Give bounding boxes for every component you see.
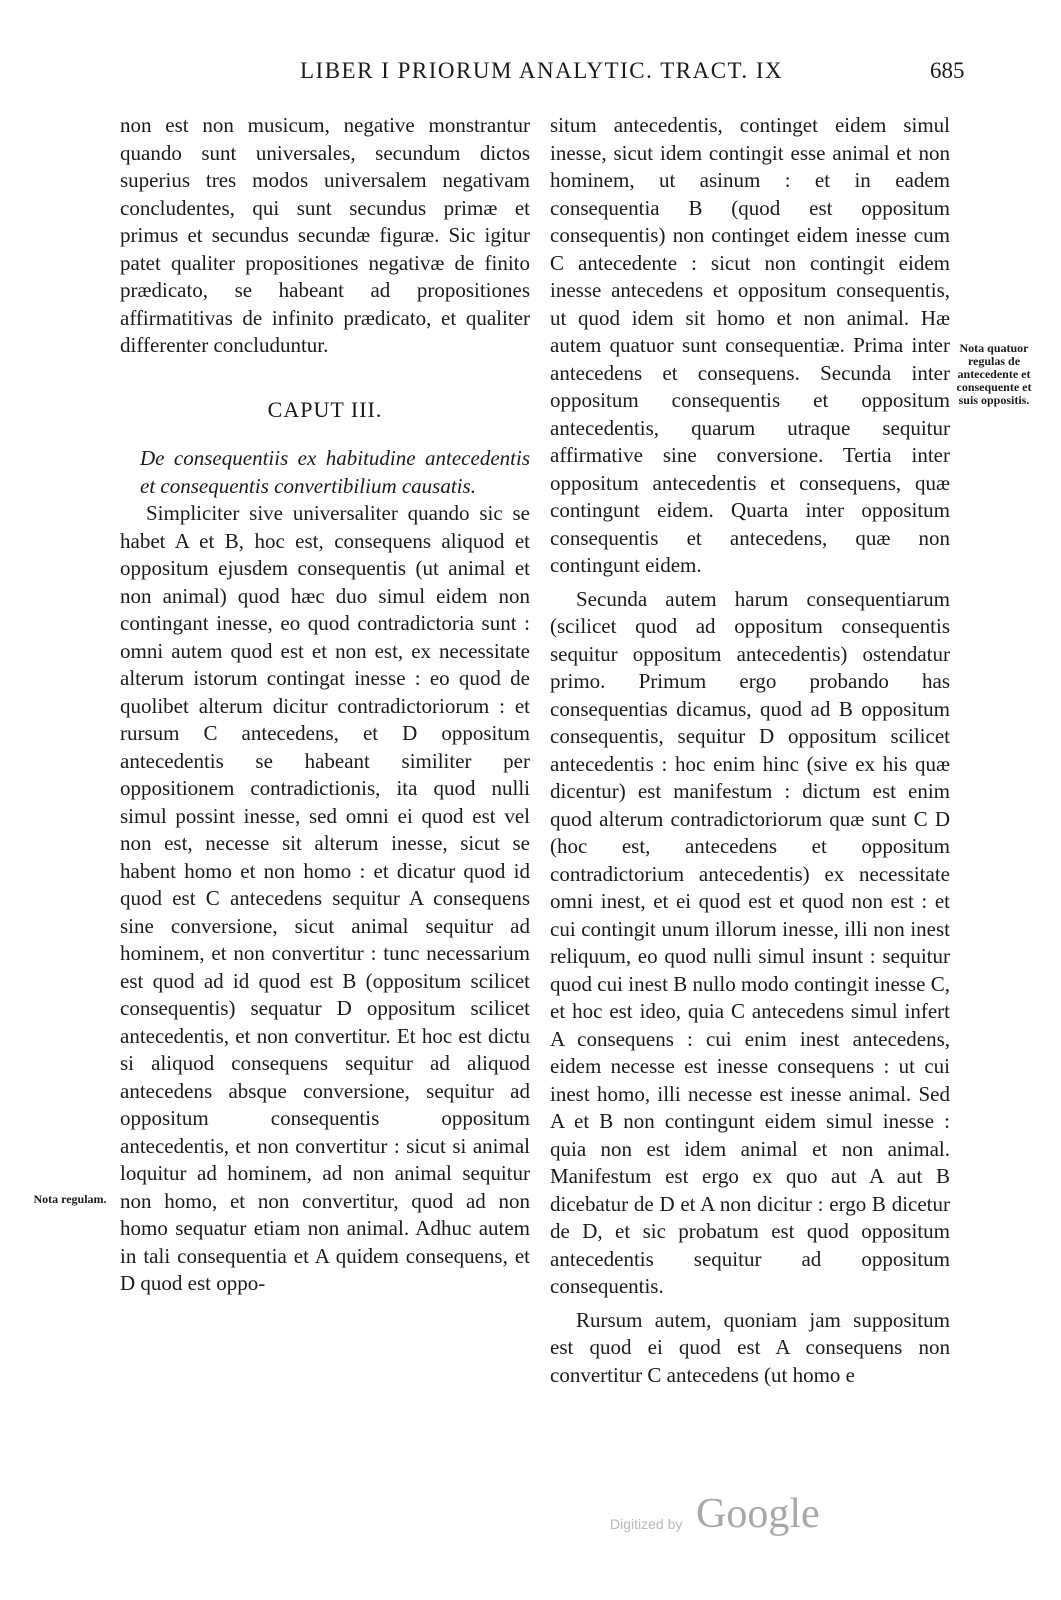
google-logo: Google: [696, 1491, 820, 1537]
continued-paragraph: situm antecedentis, continget eidem simul inesse, sicut idem contingit esse animal et non hominem, ut asinum : et in eadem consequentia B (quod est oppositum consequentis) non continget eidem inesse cum C antecedente : sicut non contingit eidem inesse antecedens et oppositum consequentis, ut quod idem sit homo et non animal. Hæ autem quatuor sunt consequentiæ. Prima inter antecedens et consequens. Secunda inter oppositum consequentis et oppositum antecedentis, quarum utraque sequitur affirmative sine conversione. Tertia inter oppositum antecedentis et consequens, quæ contingunt eidem. Quarta inter oppositum consequentis et antecedens, quæ non contingunt eidem.: [550, 113, 950, 577]
running-title: LIBER I PRIORUM ANALYTIC. TRACT. IX: [300, 58, 784, 83]
chapter-subtitle: De consequentiis ex habitudine antecedentis et consequentis convertibilium causatis.: [140, 446, 530, 498]
margin-note-right: Nota quatuor regulas de antecedente et consequente et suis oppositis.: [956, 341, 1032, 407]
digitized-label: Digitized by: [610, 1516, 683, 1532]
main-paragraph: Simpliciter sive universaliter quando sic se habet A et B, hoc est, consequens aliquod et oppositum ejusdem consequentis (ut animal et non animal) quod hæc duo simul eidem non contingant inesse, eo quod contradictoria sunt : omni autem quod est et non est, ex necessitate alterum istorum contingat inesse : eo quod de quolibet alterum dicitur contradictoriorum : et rursum C antecedens, et D oppositum antecedentis se habeant similiter per oppositionem contradictionis, ita quod nulli simul possint inesse, sed omni ei quod est vel non est, necesse sit alterum inesse, sicut se habent homo et non homo : et dicatur quod id quod est C antecedens sequitur A consequens sine conversione, sicut animal sequitur ad hominem, et non convertitur : tunc necessarium est quod ad id quod est B (oppositum scilicet consequentis) sequatur D oppositum scilicet antecedentis, et non convertitur. Et hoc est dictu si aliquod consequens sequitur ad aliquod antecedens absque conversione, sequitur ad oppositum consequentis oppositum antecedentis, et non convertitur : sicut si animal loquitur ad hominem, ad non animal sequitur non homo, et non convertitur, quod ad non homo sequatur etiam non animal. Adhuc autem in tali consequentia et A quidem consequens, et D quod est oppo-: [120, 501, 530, 1295]
intro-paragraph: non est non musicum, negative monstrantur quando sunt universales, secundum dictos superius tres modos universalem negativam concludentes, qui sunt secundus primæ et primus et secundus secundæ figuræ. Sic igitur patet qualiter propositiones negativæ de finito prædicato, se habeant ad propositiones affirmatitivas de infinito prædicato, et qualiter differenter concluduntur.: [120, 113, 530, 357]
page-number: 685: [930, 58, 965, 83]
third-paragraph: Rursum autem, quoniam jam suppositum est quod ei quod est A consequens non convertitur C antecedens (ut homo e: [550, 1307, 950, 1387]
running-header: [0, 58, 1061, 98]
right-column: [550, 112, 950, 1389]
left-column: [120, 112, 530, 1298]
margin-note-left: Nota regulam.: [33, 1192, 107, 1206]
chapter-title: CAPUT III.: [267, 396, 383, 422]
second-paragraph: Secunda autem harum consequentiarum (scilicet quod ad oppositum consequentis sequitur oppositum antecedentis) ostendatur primo. Primum ergo probando has consequentias dicamus, quod ad B oppositum consequentis, sequitur D oppositum scilicet antecedentis : hoc enim hinc (sive ex his quæ dicentur) est manifestum : dictum est enim quod alterum contradictoriorum quæ sunt C D (hoc est, antecedens et oppositum contradictorium antecedentis) ex necessitate omni inest, et ei quod est et quod non est : et cui contingit unum illorum inesse, illi non inest reliquum, eo quod nulli simul insunt : sequitur quod cui inest B nullo modo contingit inesse C, et hoc est ideo, quia C antecedens simul infert A consequens : cui enim inest antecedens, eidem necesse est inesse consequens : ut cui inest homo, illi necesse est inesse animal. Sed A et B non contingunt eidem simul inesse : quia non est idem animal et non animal. Manifestum est ergo ex quo aut A aut B dicebatur de D et A non dicitur : ergo B dicetur de D, et sic probatum est quod oppositum antecedentis sequitur ad oppositum consequentis.: [550, 586, 950, 1298]
digitized-watermark: [600, 1490, 860, 1550]
